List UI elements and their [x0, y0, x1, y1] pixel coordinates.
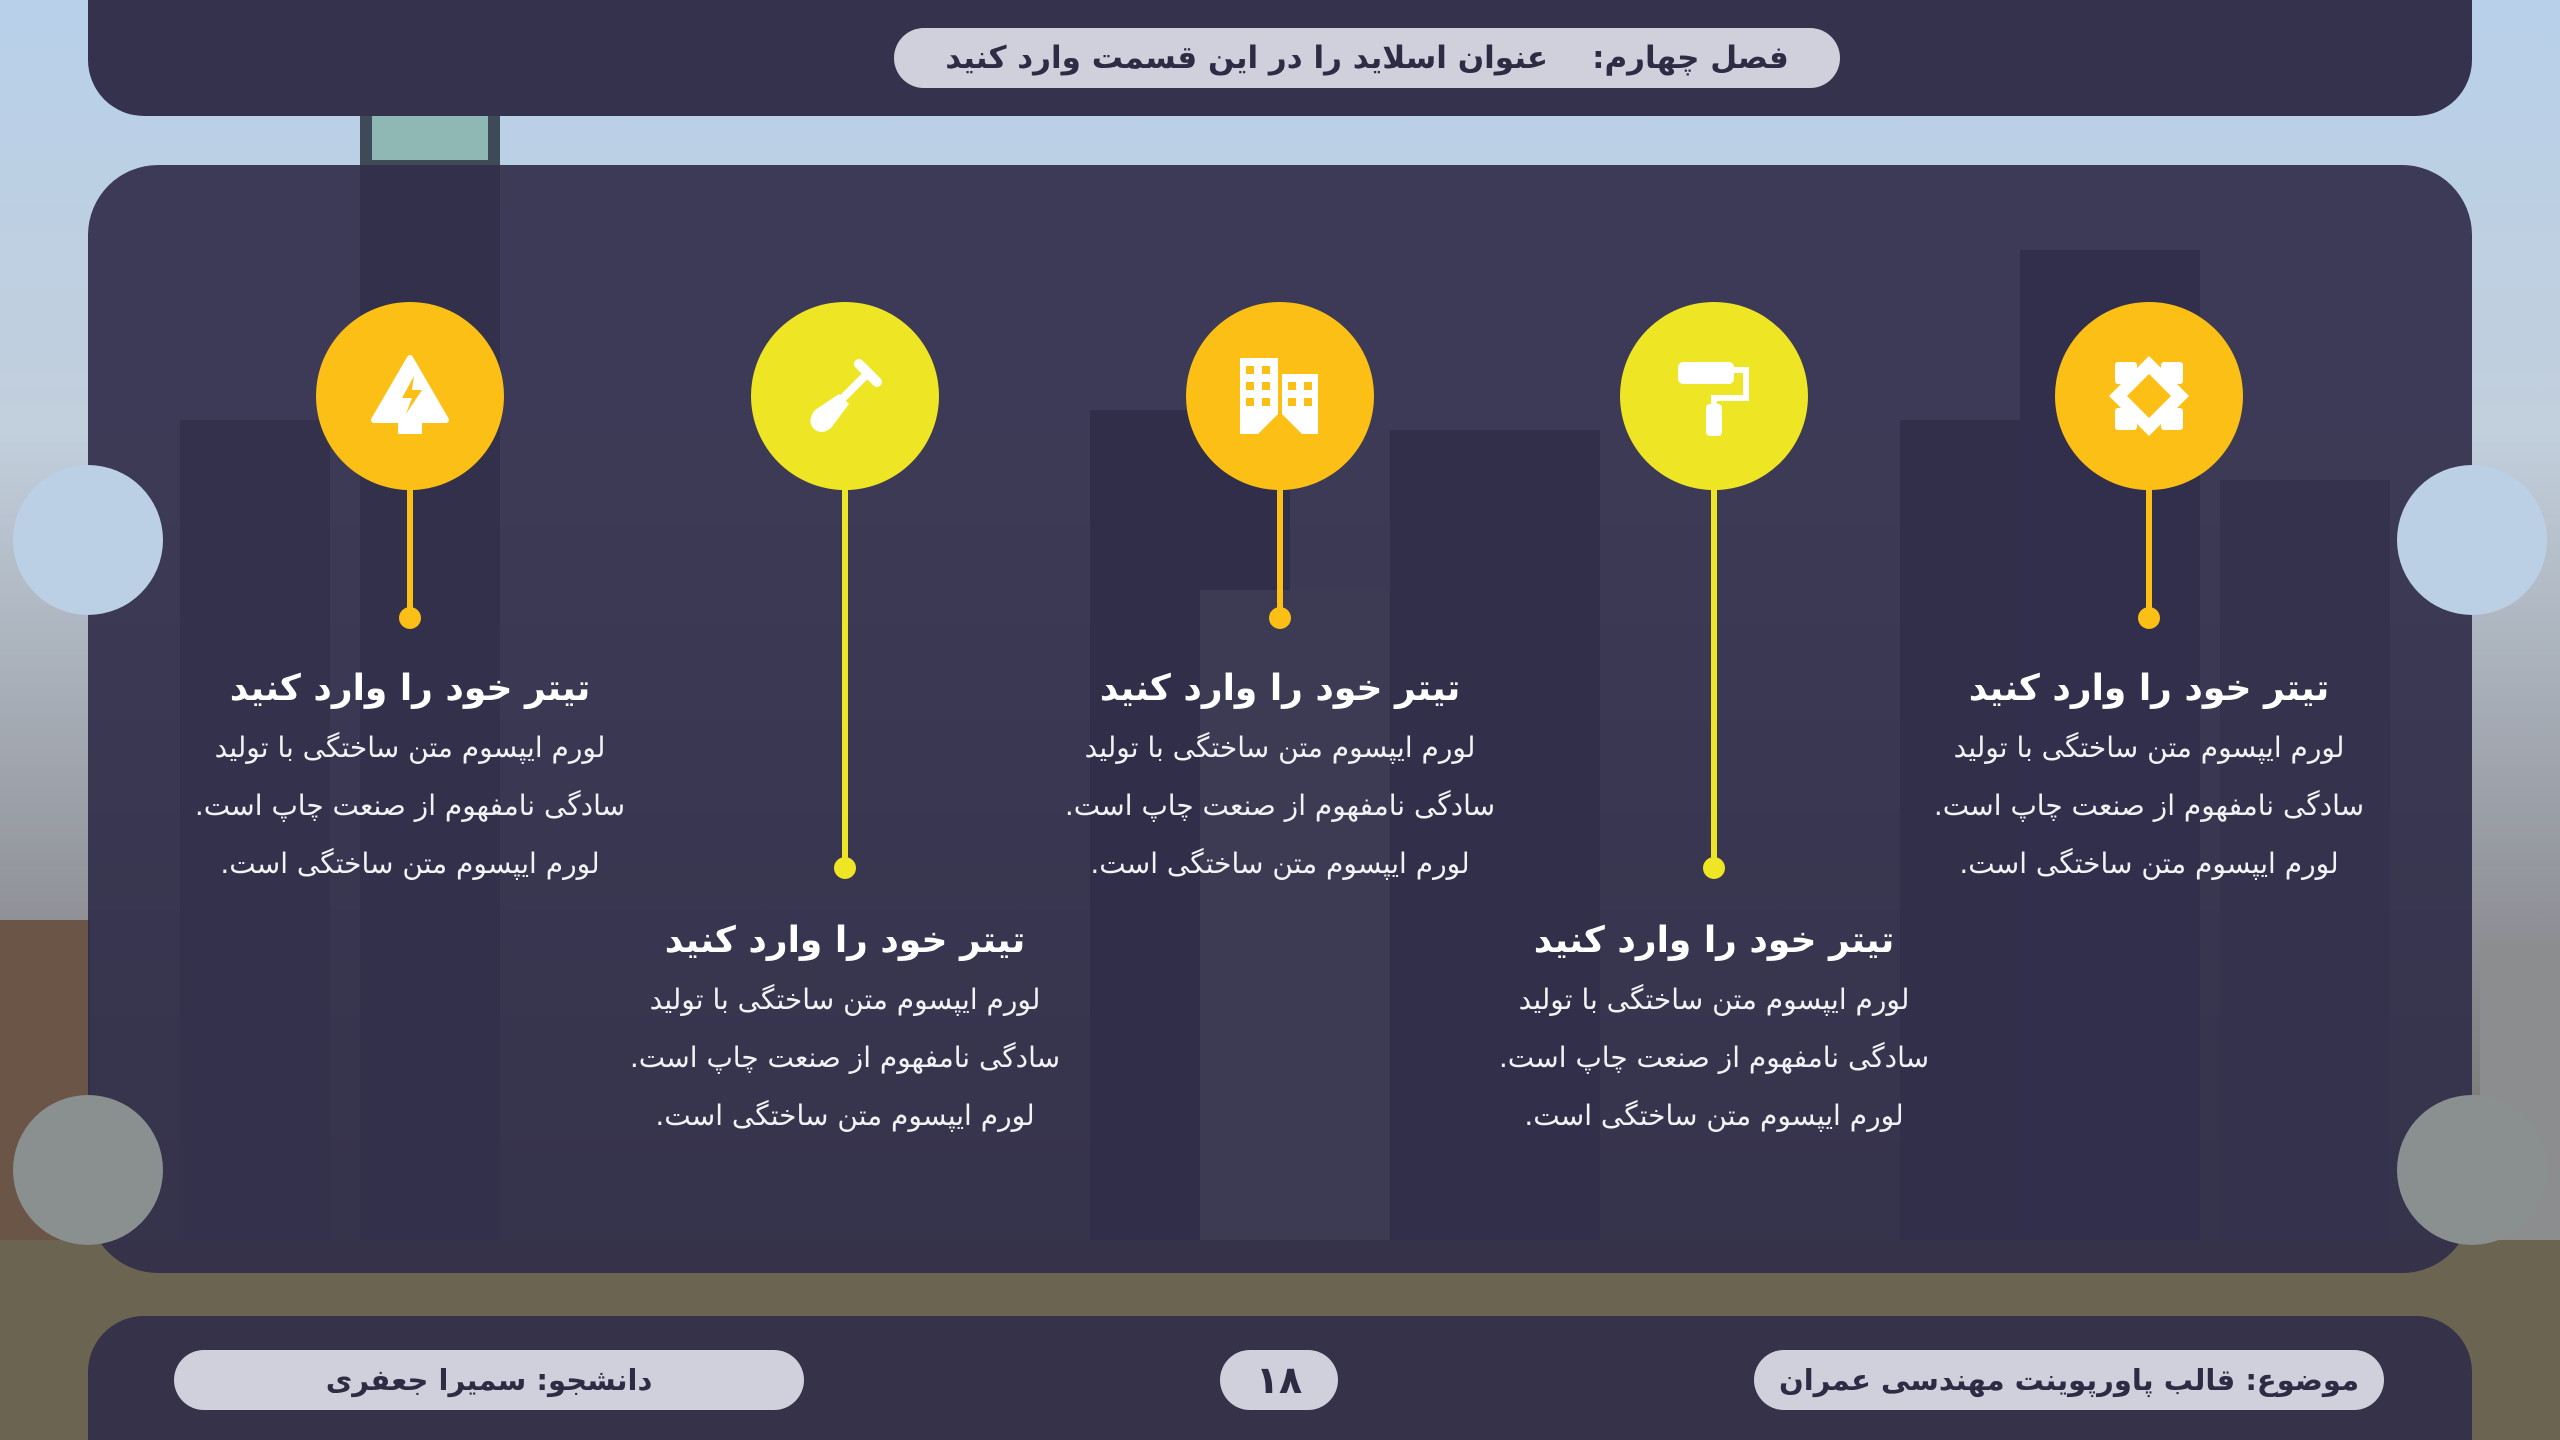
panel-notch-right	[2397, 465, 2547, 615]
item-1-line-1: لورم ایپسوم متن ساختگی با تولید	[1953, 731, 2345, 764]
shovel-icon	[803, 354, 887, 438]
item-4-line-2: سادگی نامفهوم از صنعت چاپ است.	[629, 1041, 1061, 1074]
item-3-connector	[1277, 488, 1283, 618]
item-1-line-3: لورم ایپسوم متن ساختگی است.	[1959, 847, 2339, 880]
item-2-line-3: لورم ایپسوم متن ساختگی است.	[1524, 1099, 1904, 1132]
item-5-line-1: لورم ایپسوم متن ساختگی با تولید	[214, 731, 606, 764]
panel-notch-left-bottom	[13, 1095, 163, 1245]
item-1-connector	[2146, 488, 2152, 618]
item-2-title: تیتر خود را وارد کنید	[1533, 920, 1895, 961]
subject-pill: موضوع: قالب پاورپوینت مهندسی عمران	[1754, 1350, 2384, 1410]
item-5-line-3: لورم ایپسوم متن ساختگی است.	[220, 847, 600, 880]
item-4-icon-circle	[751, 302, 939, 490]
student-pill: دانشجو: سمیرا جعفری	[174, 1350, 804, 1410]
slide-title-pill	[894, 28, 1840, 88]
item-3-text	[1040, 668, 1520, 893]
item-4-text	[605, 920, 1085, 1145]
item-3-line-3: لورم ایپسوم متن ساختگی است.	[1090, 847, 1470, 880]
page-number: ۱۸	[1220, 1350, 1338, 1410]
item-5-connector	[407, 488, 413, 618]
item-4-title: تیتر خود را وارد کنید	[664, 920, 1026, 961]
item-2-line-2: سادگی نامفهوم از صنعت چاپ است.	[1498, 1041, 1930, 1074]
item-1-text	[1909, 668, 2389, 893]
item-4-connector	[842, 488, 848, 866]
slide-title: عنوان اسلاید را در این قسمت وارد کنید	[945, 40, 1549, 76]
item-2-connector	[1711, 488, 1717, 866]
item-3-title: تیتر خود را وارد کنید	[1099, 668, 1461, 709]
item-5-title: تیتر خود را وارد کنید	[229, 668, 591, 709]
item-3-connector-dot	[1269, 607, 1291, 629]
paint-roller-icon	[1672, 354, 1756, 438]
diamond-emblem-icon	[2107, 354, 2191, 438]
item-2-line-1: لورم ایپسوم متن ساختگی با تولید	[1518, 983, 1910, 1016]
item-4-line-3: لورم ایپسوم متن ساختگی است.	[655, 1099, 1035, 1132]
power-tower-icon	[368, 354, 452, 438]
panel-notch-left	[13, 465, 163, 615]
item-5-icon-circle	[316, 302, 504, 490]
panel-notch-right-bottom	[2397, 1095, 2547, 1245]
item-4-connector-dot	[834, 857, 856, 879]
item-2-text	[1474, 920, 1954, 1145]
item-2-connector-dot	[1703, 857, 1725, 879]
item-1-line-2: سادگی نامفهوم از صنعت چاپ است.	[1933, 789, 2365, 822]
item-5-connector-dot	[399, 607, 421, 629]
item-1-title: تیتر خود را وارد کنید	[1968, 668, 2330, 709]
item-3-line-1: لورم ایپسوم متن ساختگی با تولید	[1084, 731, 1476, 764]
item-2-icon-circle	[1620, 302, 1808, 490]
item-5-text	[170, 668, 650, 893]
item-1-icon-circle	[2055, 302, 2243, 490]
item-1-connector-dot	[2138, 607, 2160, 629]
item-3-icon-circle	[1186, 302, 1374, 490]
chapter-label: فصل چهارم:	[1592, 40, 1789, 76]
header-panel	[88, 0, 2472, 116]
buildings-icon	[1236, 354, 1324, 438]
item-5-line-2: سادگی نامفهوم از صنعت چاپ است.	[194, 789, 626, 822]
item-3-line-2: سادگی نامفهوم از صنعت چاپ است.	[1064, 789, 1496, 822]
item-4-line-1: لورم ایپسوم متن ساختگی با تولید	[649, 983, 1041, 1016]
